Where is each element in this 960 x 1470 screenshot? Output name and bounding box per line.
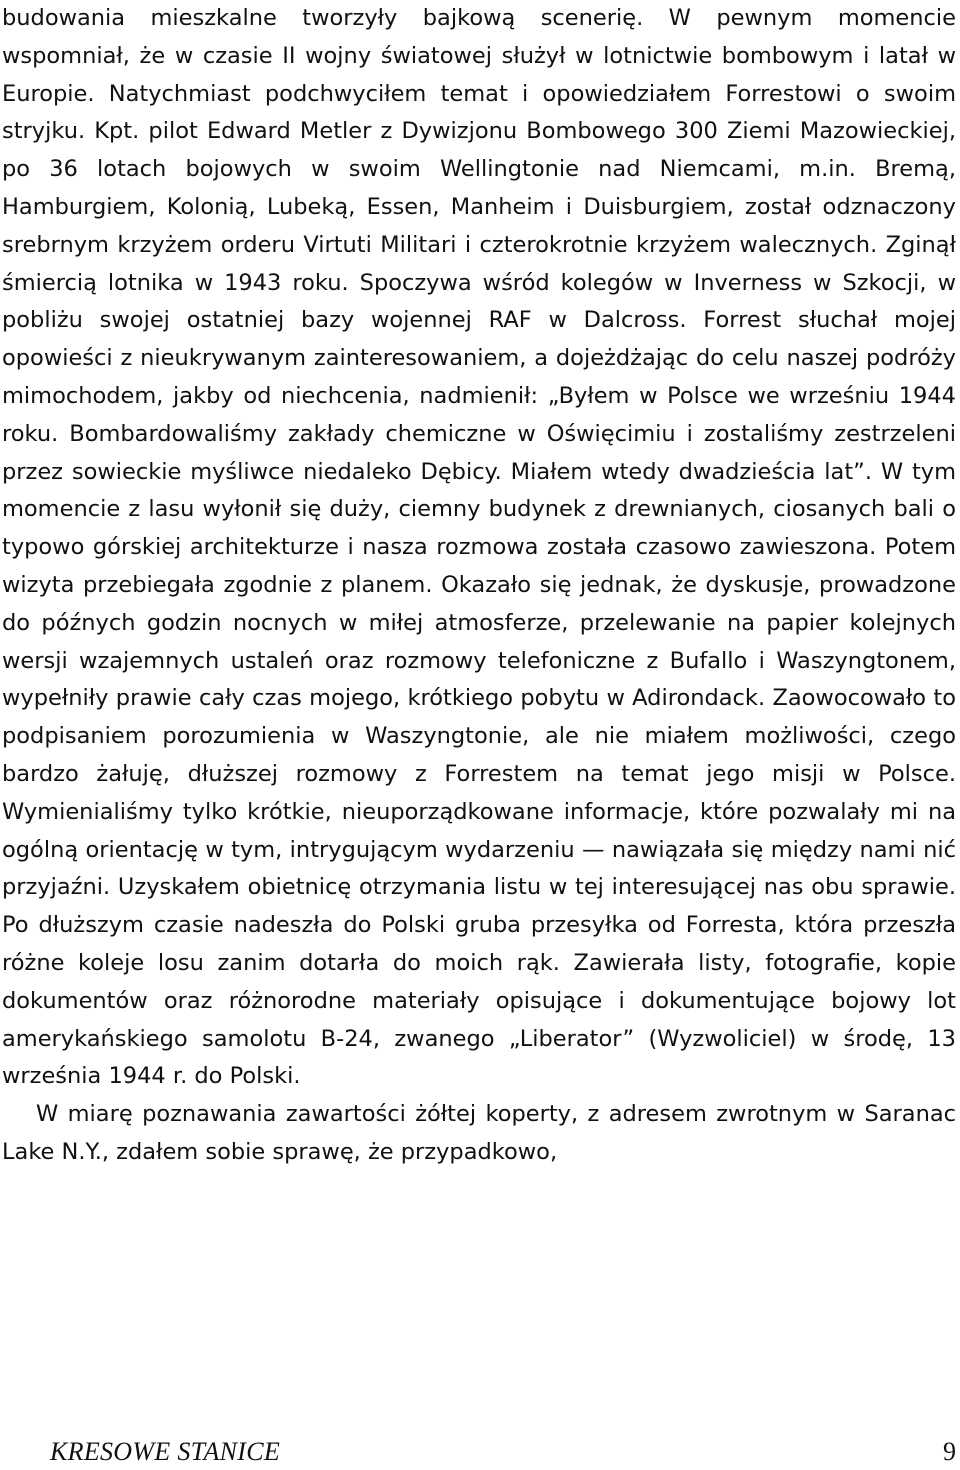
page-footer [50,1434,956,1470]
article-paragraph-2: W miarę poznawania zawartości żółtej koperty, z adresem zwrotnym w Saranac Lake N.Y., zdałem sobie sprawę, że przypadkowo, [2,1101,956,1165]
page-number: 9 [943,1437,956,1466]
article-body [2,0,956,1172]
publication-title: KRESOWE STANICE [50,1437,281,1466]
article-paragraph-1: budowania mieszkalne tworzyły bajkową scenerię. W pewnym momencie wspomniał, że w czasie II wojny światowej służył w lotnictwie bombowym i latał w Europie. Natychmiast podchwyciłem temat i opowiedziałem Forrestowi o swoim stryjku. Kpt. pilot Edward Metler z Dywizjonu Bombowego 300 Ziemi Mazowieckiej, po 36 lotach bojowych w swoim Wellingtonie nad Niemcami, m.in. Bremą, Hamburgiem, Kolonią, Lubeką, Essen, Manheim i Duisburgiem, został odznaczony srebrnym krzyżem orderu Virtuti Militari i czterokrotnie krzyżem walecznych. Zginął śmiercią lotnika w 1943 roku. Spoczywa wśród kolegów w Inverness w Szkocji, w pobliżu swojej ostatniej bazy wojennej RAF w Dalcross. Forrest słuchał mojej opowieści z nieukrywanym zainteresowaniem, a dojeżdżając do celu naszej podróży mimochodem, jakby od niechcenia, nadmienił: „Byłem w Polsce we wrześniu 1944 roku. Bombardowaliśmy zakłady chemiczne w Oświęcimiu i zostaliśmy zestrzeleni przez sowieckie myśliwce niedaleko Dębicy. Miałem wtedy dwadzieścia lat”. W tym momencie z lasu wyłonił się duży, ciemny budynek z drewnianych, ciosanych bali o typowo górskiej architekturze i nasza rozmowa została czasowo zawieszona. Potem wizyta przebiegała zgodnie z planem. Okazało się jednak, że dyskusje, prowadzone do późnych godzin nocnych w miłej atmosferze, przelewanie na papier kolejnych wersji wzajemnych ustaleń oraz rozmowy telefoniczne z Bufallo i Waszyngtonem, wypełniły prawie cały czas mojego, krótkiego pobytu w Adirondack. Zaowocowało to podpisaniem porozumienia w Waszyngtonie, ale nie miałem możliwości, czego bardzo żałuję, dłuższej rozmowy z Forrestem na temat jego misji w Polsce. Wymienialiśmy tylko krótkie, nieuporządkowane informacje, które pozwalały mi na ogólną orientację w tym, intrygującym wydarzeniu — nawiązała się między nami nić przyjaźni. Uzyskałem obietnicę otrzymania listu w tej interesującej nas obu sprawie. Po dłuższym czasie nadeszła do Polski gruba przesyłka od Forresta, która przeszła różne koleje losu zanim dotarła do moich rąk. Zawierała listy, fotografie, kopie dokumentów oraz różnorodne materiały opisujące i dokumentujące bojowy lot amerykańskiego samolotu B-24, zwanego „Liberator” (Wyzwoliciel) w środę, 13 września 1944 r. do Polski. [2,5,956,1090]
